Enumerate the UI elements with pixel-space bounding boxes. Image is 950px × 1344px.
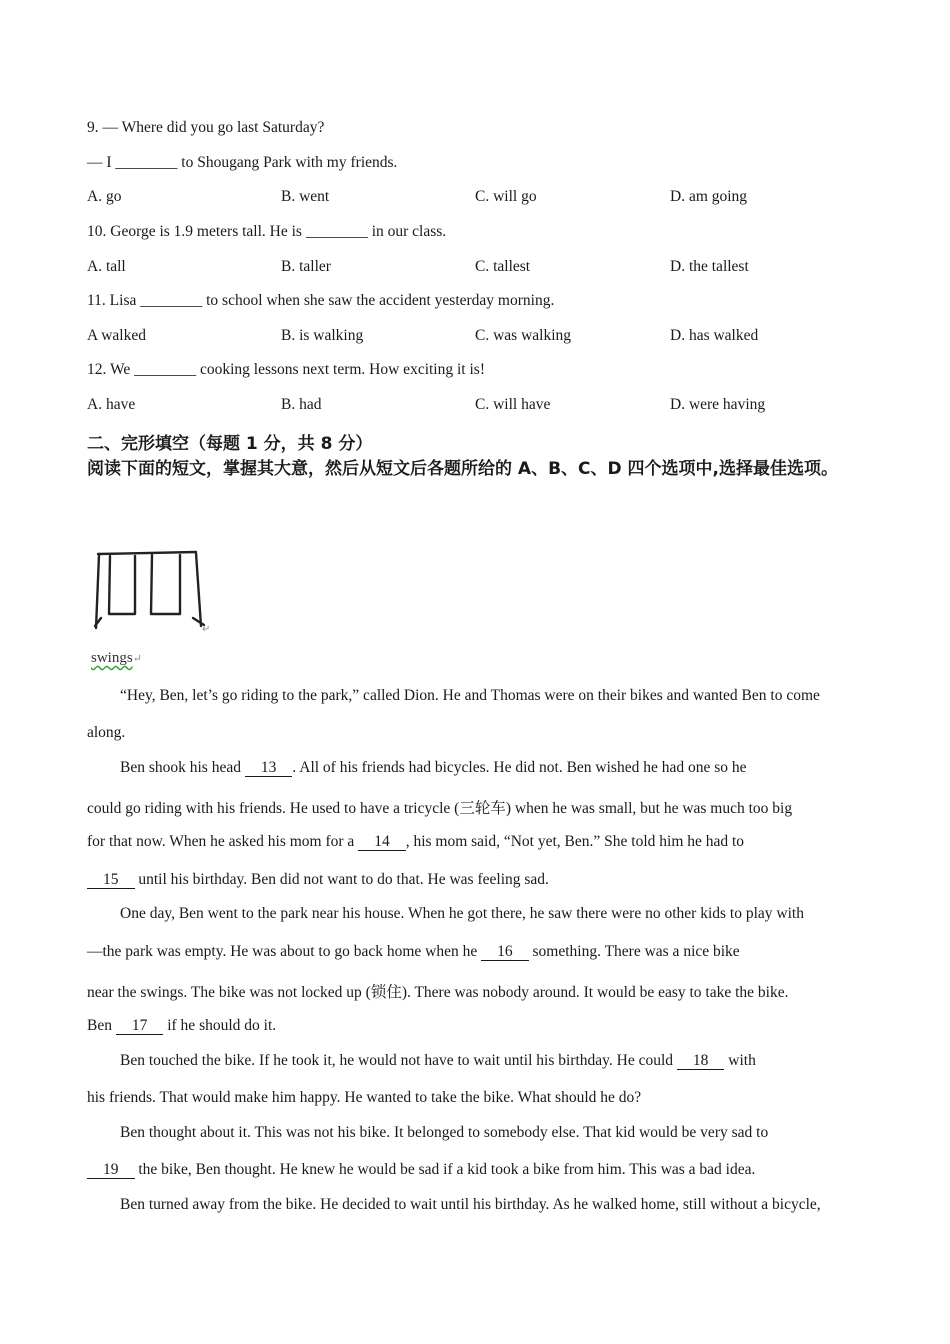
text: for that now. When he asked his mom for a — [87, 833, 359, 850]
blank-16: 16 — [481, 943, 529, 961]
caption-text: swings — [91, 650, 133, 666]
text: , his mom said, “Not yet, Ben.” She told him he had to — [405, 833, 745, 850]
blank-18: 18 — [677, 1052, 725, 1070]
option-b: B. taller — [281, 258, 331, 275]
option-c: C. tallest — [475, 258, 531, 275]
text: Ben shook his head — [120, 759, 245, 776]
option-d: D. were having — [670, 396, 766, 413]
question-12-options — [87, 396, 867, 418]
passage-line — [87, 833, 877, 851]
caption-return-mark: ↵ — [132, 653, 142, 665]
passage-line — [87, 943, 877, 961]
passage-line — [87, 1161, 877, 1179]
text: until his birthday. Ben did not want to do that. He was feeling sad. — [134, 871, 549, 888]
option-b: B. is walking — [281, 327, 364, 344]
option-a: A walked — [87, 327, 146, 344]
section-heading: 二、完形填空（每题 1 分，共 8 分） — [87, 434, 373, 454]
question-12-stem: 12. We ________ cooking lessons next term. How exciting it is! — [87, 361, 485, 378]
blank-19: 19 — [87, 1161, 135, 1179]
question-9-stem: 9. — Where did you go last Saturday? — [87, 119, 325, 136]
passage-line: “Hey, Ben, let’s go riding to the park,” called Dion. He and Thomas were on their bikes and wanted Ben to come — [120, 687, 820, 704]
swings-caption — [91, 650, 142, 667]
text: Ben touched the bike. If he took it, he would not have to wait until his birthday. He could — [120, 1052, 677, 1069]
option-a: A. go — [87, 188, 122, 205]
passage-line: Ben turned away from the bike. He decided to wait until his birthday. As he walked home, still without a bicycle, — [120, 1196, 821, 1213]
text: —the park was empty. He was about to go back home when he — [87, 943, 482, 960]
option-b: B. had — [281, 396, 322, 413]
passage-line: near the swings. The bike was not locked up (锁住). There was nobody around. It would be easy to take the bike. — [87, 984, 789, 1001]
text: with — [724, 1052, 756, 1069]
question-9-answer-line: — I ________ to Shougang Park with my friends. — [87, 154, 398, 171]
passage-line — [87, 1017, 877, 1035]
text: the bike, Ben thought. He knew he would be sad if a kid took a bike from him. This was a bad idea. — [134, 1161, 756, 1178]
question-11-stem: 11. Lisa ________ to school when she saw the accident yesterday morning. — [87, 292, 555, 309]
blank-13: 13 — [245, 759, 293, 777]
swings-illustration — [92, 548, 212, 638]
option-d: D. am going — [670, 188, 748, 205]
passage-line — [87, 759, 910, 777]
section-instruction: 阅读下面的短文，掌握其大意，然后从短文后各题所给的 A、B、C、D 四个选项中,选择最佳选项。 — [87, 459, 838, 479]
option-a: A. have — [87, 396, 136, 413]
text: something. There was a nice bike — [528, 943, 740, 960]
option-b: B. went — [281, 188, 330, 205]
option-c: C. will have — [475, 396, 551, 413]
blank-17: 17 — [116, 1017, 164, 1035]
passage-line: his friends. That would make him happy. He wanted to take the bike. What should he do? — [87, 1089, 642, 1106]
option-c: C. was walking — [475, 327, 572, 344]
text: if he should do it. — [163, 1017, 277, 1034]
question-9-options — [87, 188, 867, 210]
option-a: A. tall — [87, 258, 126, 275]
option-d: D. has walked — [670, 327, 759, 344]
text: . All of his friends had bicycles. He did not. Ben wished he had one so he — [292, 759, 747, 776]
passage-line: could go riding with his friends. He used to have a tricycle (三轮车) when he was small, but he was much too big — [87, 800, 793, 817]
passage-line — [87, 1052, 910, 1070]
question-10-stem: 10. George is 1.9 meters tall. He is ________ in our class. — [87, 223, 447, 240]
question-10-options — [87, 258, 867, 280]
option-c: C. will go — [475, 188, 537, 205]
return-mark: ↵ — [202, 624, 211, 635]
passage-line: along. — [87, 724, 126, 741]
passage-line: One day, Ben went to the park near his house. When he got there, he saw there were no other kids to play with — [120, 905, 804, 922]
option-d: D. the tallest — [670, 258, 749, 275]
question-11-options — [87, 327, 867, 349]
blank-14: 14 — [358, 833, 406, 851]
passage-line — [87, 871, 877, 889]
blank-15: 15 — [87, 871, 135, 889]
passage-line: Ben thought about it. This was not his bike. It belonged to somebody else. That kid would be very sad to — [120, 1124, 769, 1141]
text: Ben — [87, 1017, 116, 1034]
